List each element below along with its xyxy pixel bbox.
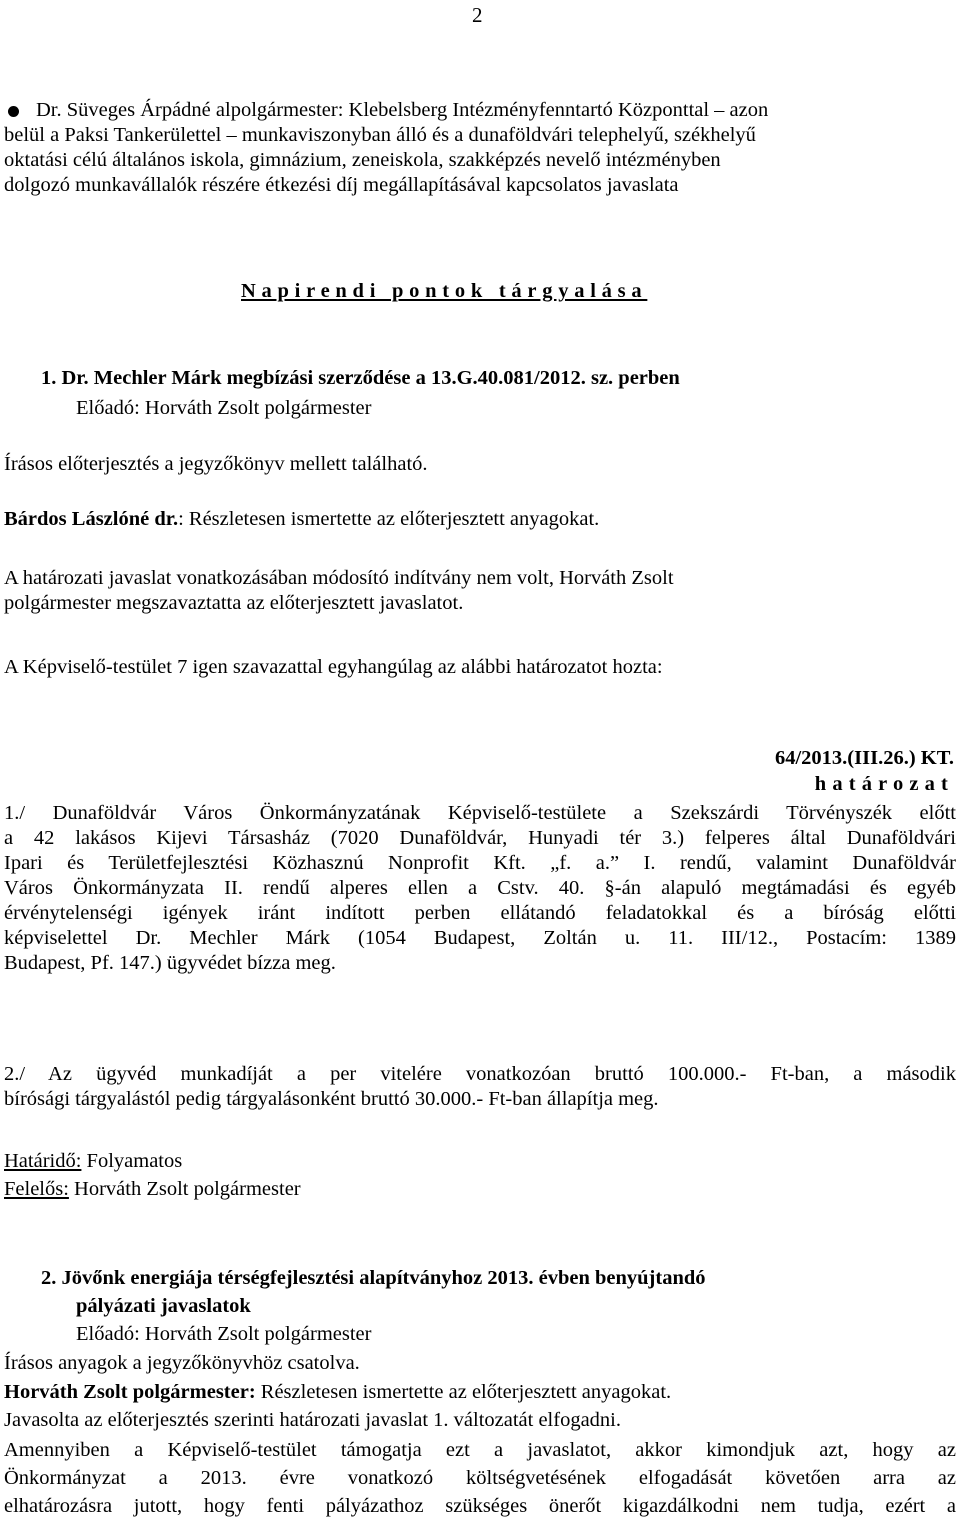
para-line: Amennyiben a Képviselő-testület támogatja ezt a javaslatot, akkor kimondjuk azt, hogy az [4,1439,956,1461]
item1-presenter: Előadó: Horváth Zsolt polgármester [76,397,372,419]
para-line: a 42 lakásos Kijevi Társasház (7020 Dunaföldvár, Hunyadi tér 3.) felperes által Dunaföldvári [4,827,956,849]
speaker-name: Bárdos Lászlóné dr. [4,508,179,530]
para-line: elhatározásra jutott, hogy fenti pályázathoz szükséges önerőt kigazdálkodni nem tudja, ezért a [4,1495,956,1517]
para-line: 1./ Dunaföldvár Város Önkormányzatának Képviselő-testülete a Szekszárdi Törvényszék előtt [4,802,956,824]
item2-written-note: Írásos anyagok a jegyzőkönyvhöz csatolva. [4,1352,360,1374]
responsible-label: Felelős: [4,1178,69,1200]
para-line: Város Önkormányzata II. rendű alperes ellen a Cstv. 40. §-án alapuló megtámadási és egyéb [4,877,956,899]
item1-amendment-note [4,566,674,616]
speaker-text: : Részletesen ismertette az előterjesztett anyagokat. [178,508,600,530]
bullet-line: oktatási célú általános iskola, gimnázium, zeneiskola, szakképzés nevelő intézményben [4,149,721,171]
item1-title: 1. Dr. Mechler Márk megbízási szerződése a 13.G.40.081/2012. sz. perben [41,367,680,389]
item1-vote: A Képviselő-testület 7 igen szavazattal egyhangúlag az alábbi határozatot hozta: [4,656,663,678]
resolution-title: határozat [814,773,954,795]
bullet-item-continuation [4,123,756,198]
para-line: képviselettel Dr. Mechler Márk (1054 Budapest, Zoltán u. 11. III/12., Postacím: 1389 [4,927,956,949]
bullet-item-text [36,98,768,123]
bullet-line: dolgozó munkavállalók részére étkezési díj megállapításával kapcsolatos javaslata [4,174,679,196]
responsible-value: Horváth Zsolt polgármester [68,1178,301,1200]
para-line: Ipari és Területfejlesztési Közhasznú Nonprofit Kft. „f. a.” I. rendű, valamint Dunaföldvár [4,852,956,874]
resolution-paragraph-2 [4,1062,956,1112]
bullet-icon [8,106,19,117]
deadline-value: Folyamatos [81,1150,183,1172]
resolution-paragraph-1 [4,801,956,976]
para-line: érvénytelenségi igények iránt indított perben ellátandó feladatokkal és a bíróság előtti [4,902,956,924]
deadline-label: Határidő: [4,1150,82,1172]
responsible-line [4,1177,301,1203]
para-line: Önkormányzat a 2013. évre vonatkozó költségvetésének elfogadását követően arra az [4,1467,956,1489]
para-line: bírósági tárgyalástól pedig tárgyalásonként bruttó 30.000.- Ft-ban állapítja meg. [4,1088,659,1110]
amend-line: A határozati javaslat vonatkozásában módosító indítvány nem volt, Horváth Zsolt [4,567,674,589]
bullet-line: belül a Paksi Tankerülettel – munkaviszonyban álló és a dunaföldvári telephelyű, székhelyű [4,124,756,146]
bullet-line: Dr. Süveges Árpádné alpolgármester: Klebelsberg Intézményfenntartó Központtal – azon [36,99,769,121]
item2-title-line2: pályázati javaslatok [76,1295,251,1317]
item2-proposal: Javasolta az előterjesztés szerinti határozati javaslat 1. változatát elfogadni. [4,1409,622,1431]
speaker-name: Horváth Zsolt polgármester: [4,1381,256,1403]
para-line: 2./ Az ügyvéd munkadíját a per vitelére vonatkozóan bruttó 100.000.- Ft-ban, a második [4,1063,956,1085]
page-number: 2 [472,3,483,27]
item1-written-note: Írásos előterjesztés a jegyzőkönyv mellett található. [4,453,428,475]
item1-speaker-remark [4,507,599,533]
para-line: Budapest, Pf. 147.) ügyvédet bízza meg. [4,952,336,974]
item2-speaker-remark [4,1380,671,1406]
deadline-line [4,1149,182,1175]
amend-line: polgármester megszavaztatta az előterjesztett javaslatot. [4,592,464,614]
speaker-text: Részletesen ismertette az előterjesztett anyagokat. [255,1381,672,1403]
item2-title-line1: 2. Jövőnk energiája térségfejlesztési alapítványhoz 2013. évben benyújtandó [41,1267,706,1289]
agenda-heading: Napirendi pontok tárgyalása [241,280,648,302]
item2-final-paragraph [4,1436,956,1520]
resolution-number: 64/2013.(III.26.) KT. [774,747,954,769]
item2-presenter: Előadó: Horváth Zsolt polgármester [76,1323,372,1345]
